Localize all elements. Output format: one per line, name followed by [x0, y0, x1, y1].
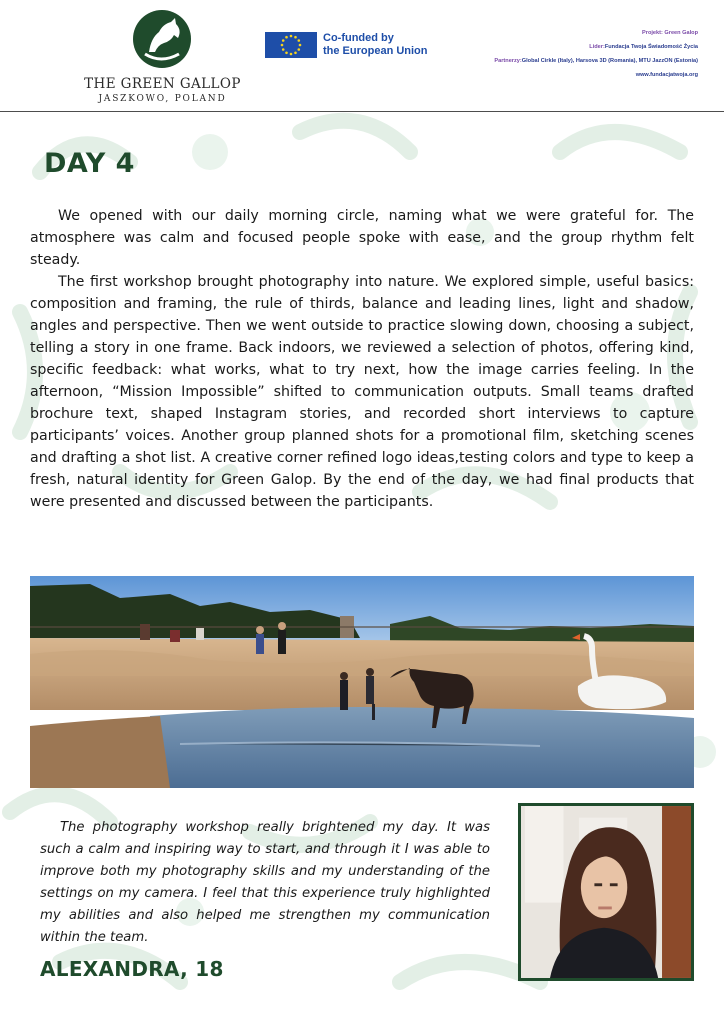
participant-portrait — [518, 803, 694, 981]
logo-subtitle: JASZKOWO, POLAND — [98, 94, 227, 104]
header-divider — [0, 111, 724, 112]
leader-value: Fundacja Twoja Świadomość Życia — [604, 44, 698, 50]
project-label: Projekt: — [642, 30, 663, 36]
page-title: DAY 4 — [44, 148, 135, 179]
page-header — [0, 0, 724, 111]
website-link[interactable]: www.fundacjatwoja.org — [635, 72, 698, 78]
testimonial-author: ALEXANDRA, 18 — [40, 957, 224, 981]
project-info — [494, 26, 698, 82]
testimonial-quote — [40, 817, 490, 949]
leader-label: Lider: — [589, 44, 605, 50]
paragraph-1: We opened with our daily morning circle, naming what we were grateful for. The atmosphere was calm and focused people spoke with ease, and the group rhythm felt steady. — [30, 208, 694, 268]
partners-label: Partnerzy: — [494, 58, 522, 64]
partners-value: Global Cirkle (Italy), Harsova 3D (Romania), MTU JazzON (Estonia) — [521, 58, 698, 64]
logo-title: THE GREEN GALLOP — [84, 76, 241, 92]
project-value: Green Galop — [664, 30, 698, 36]
horse-logo-icon — [131, 8, 193, 70]
eu-line-1: Co-funded by — [323, 32, 394, 44]
quote-text: The photography workshop really brightened my day. It was such a calm and inspiring way to start, and through it I was able to improve both my photography skills and my understanding of the settings on my camera. I feel that this experience truly highlighted my abilities and also helped me strengthen my communication within the team. — [40, 820, 490, 945]
eu-line-2: the European Union — [323, 45, 428, 57]
eu-flag-icon — [265, 32, 317, 58]
lake-horse-photo — [30, 576, 694, 788]
paragraph-2: The first workshop brought photography into nature. We explored simple, useful basics: composition and framing, the rule of thirds, balance and leading lines, light and shadow, angles and perspective. Then we went outside to practice slowing down, choosing a subject, telling a story in one frame. Back indoors, we reviewed a selection of photos, offering kind, specific feedback: what works, what to try next, how the image carries feeling. In the afternoon, “Mission Impossible” shifted to communication outputs. Small teams drafted brochure text, shaped Instagram stories, and recorded short interviews to capture participants’ voices. Another group planned shots for a promotional film, sketching scenes and drafting a shot list. A creative corner refined logo ideas,testing colors and type to keep a fresh, natural identity for Green Galop. By the end of the day, we had final products that were presented and discussed between the participants. — [30, 274, 694, 510]
eu-funding-text — [323, 32, 428, 58]
report-body — [30, 205, 694, 513]
